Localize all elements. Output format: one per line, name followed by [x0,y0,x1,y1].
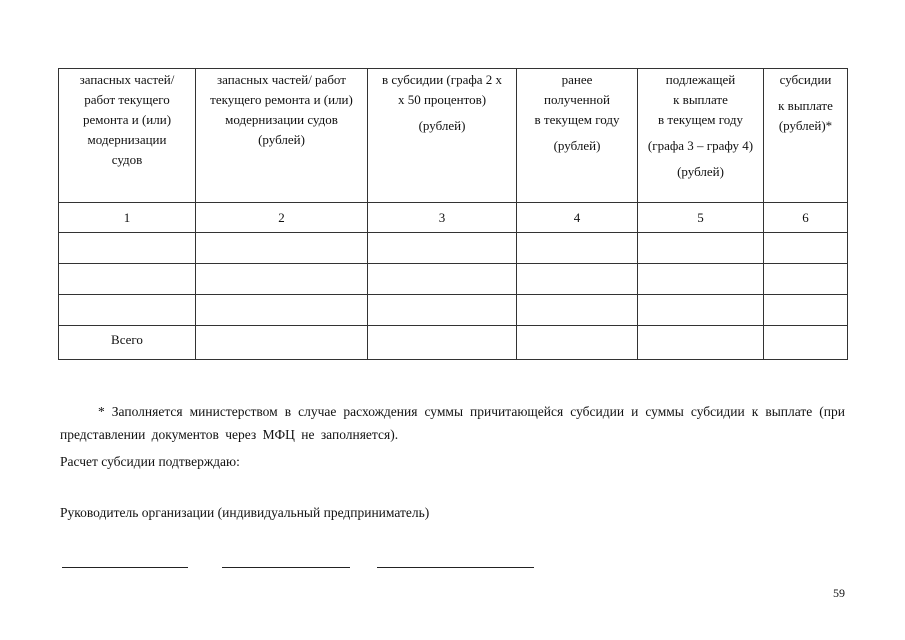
header-text-line: (рублей) [258,132,305,147]
column-number: 1 [59,203,196,233]
header-text-line: запасных частей/ работ [217,72,346,87]
header-cell-1 [59,69,196,203]
page-number: 59 [833,586,845,600]
confirmation-text: Расчет субсидии подтверждаю: [60,454,240,469]
footnote-text: * Заполняется министерством в случае расхождения суммы причитающейся субсидии и суммы субсидии к выплате (при представлении документов через МФЦ не заполняется). [60,404,845,442]
header-text-line: к выплате [778,98,833,113]
table-cell[interactable] [368,233,517,264]
header-text-line: запасных частей/ [79,72,175,87]
table-cell[interactable] [638,264,764,295]
table-cell[interactable] [59,295,196,326]
header-text-line: модернизации [87,132,167,147]
table-row [59,295,848,326]
table-cell[interactable] [368,295,517,326]
table-cell[interactable] [196,295,368,326]
table-cell[interactable] [368,326,517,360]
table-cell[interactable] [59,264,196,295]
header-cell-3 [368,69,517,203]
table-header-row [59,69,848,203]
header-text-line: (рублей) [677,164,724,179]
header-text-line: полученной [544,92,610,107]
table-cell[interactable] [517,233,638,264]
table-cell[interactable] [517,264,638,295]
header-text-line: работ текущего [84,92,170,107]
header-text-line: (рублей) [553,138,601,153]
header-text-line: подлежащей [665,72,736,87]
header-text-line: в текущем году [658,112,743,127]
signature-line[interactable] [222,567,350,568]
column-number: 3 [368,203,517,233]
table-cell[interactable] [764,326,848,360]
signature-line[interactable] [62,567,188,568]
header-text-line: модернизации судов [225,112,338,127]
header-text-line: субсидии [779,72,832,87]
total-row [59,326,848,360]
header-text-line: ранее [561,72,593,87]
header-text-line: х 50 процентов) [397,92,487,107]
header-text-line: ремонта и (или) [82,112,172,127]
table-cell[interactable] [368,264,517,295]
table-cell[interactable] [764,295,848,326]
header-text-line: (рублей) [418,118,466,133]
table-cell[interactable] [517,326,638,360]
header-text-line: в субсидии (графа 2 х [381,72,503,87]
total-label: Всего [59,326,196,360]
table-cell[interactable] [638,326,764,360]
header-cell-4 [517,69,638,203]
table-cell[interactable] [638,295,764,326]
header-cell-6 [764,69,848,203]
column-numbers-row [59,203,848,233]
table-cell[interactable] [196,326,368,360]
header-text-line: (рублей)* [778,118,833,133]
header-text-line: в текущем году [534,112,620,127]
signer-title: Руководитель организации (индивидуальный предприниматель) [60,505,430,520]
name-line[interactable] [377,567,534,568]
subsidy-calculation-table [58,68,848,360]
table-cell[interactable] [638,233,764,264]
header-text-line: (графа 3 – графу 4) [647,138,754,153]
column-number: 6 [764,203,848,233]
header-text-line: текущего ремонта и (или) [210,92,353,107]
column-number: 2 [196,203,368,233]
header-text-line: судов [111,152,143,167]
header-cell-5 [638,69,764,203]
column-number: 5 [638,203,764,233]
table-row [59,233,848,264]
table-row [59,264,848,295]
table-cell[interactable] [764,233,848,264]
table-cell[interactable] [517,295,638,326]
table-cell[interactable] [196,264,368,295]
header-cell-2 [196,69,368,203]
header-text-line: к выплате [673,92,728,107]
column-number: 4 [517,203,638,233]
table-cell[interactable] [59,233,196,264]
table-cell[interactable] [764,264,848,295]
table-cell[interactable] [196,233,368,264]
